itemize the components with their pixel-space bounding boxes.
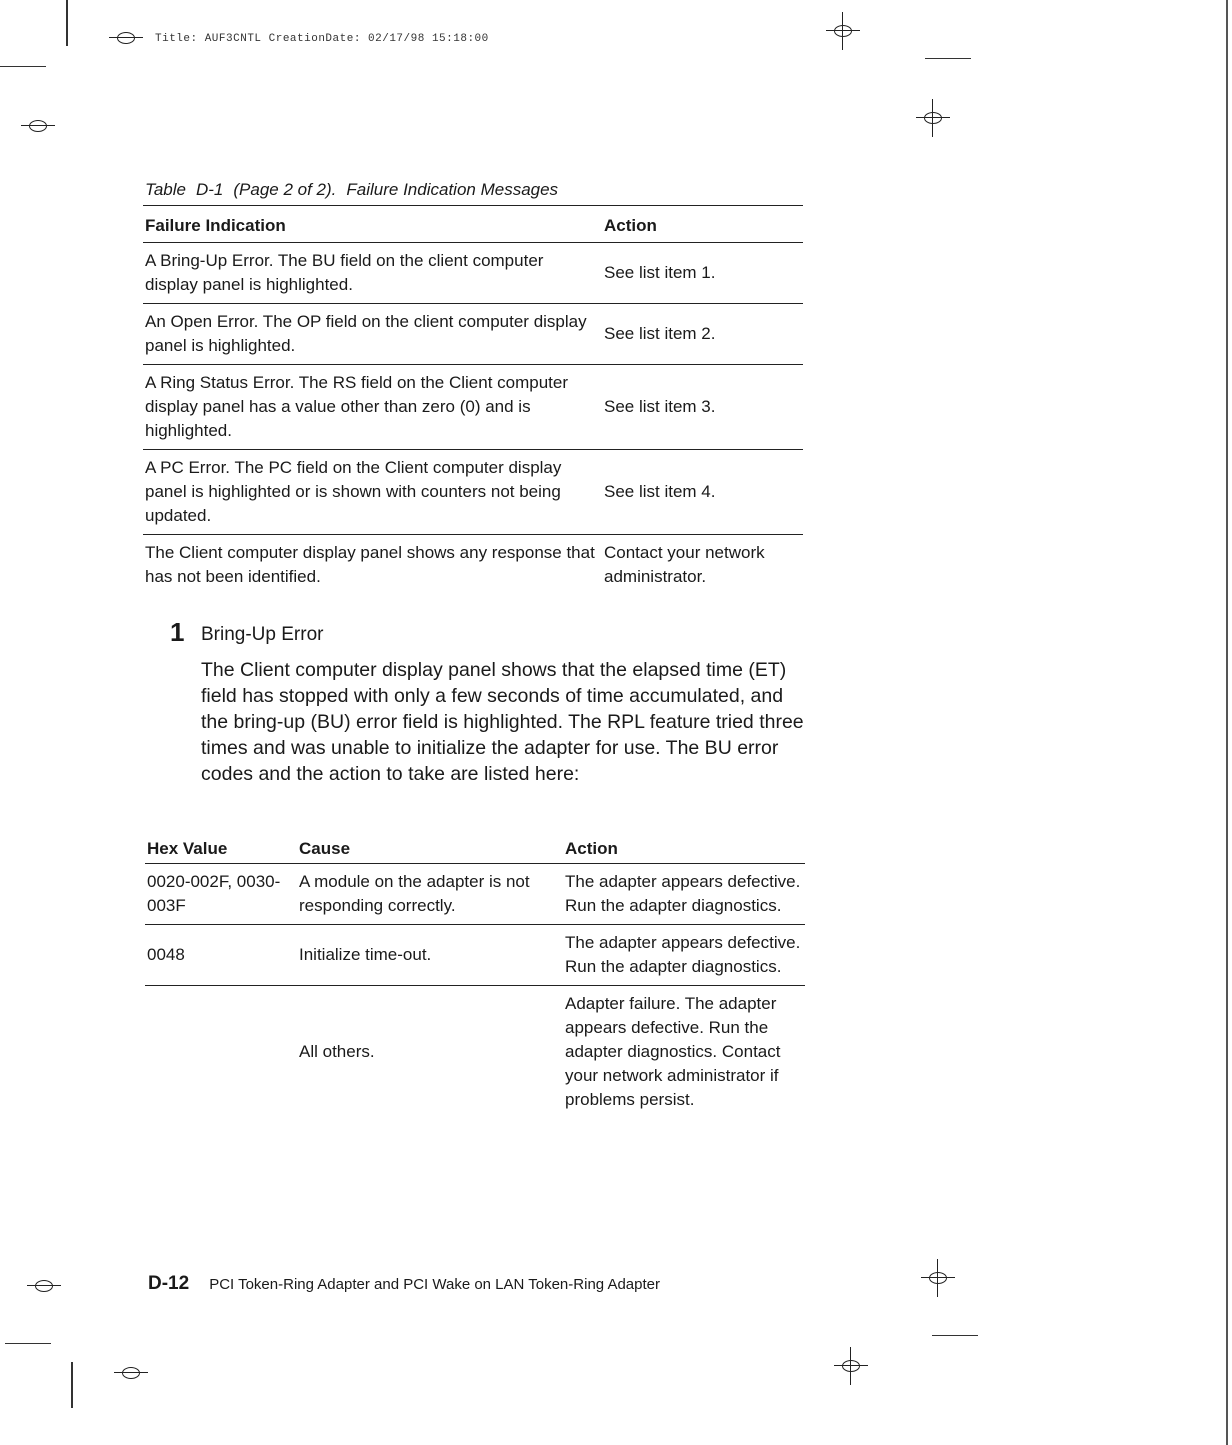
action-cell: See list item 2. — [602, 304, 803, 365]
table-row — [145, 864, 805, 925]
failure-indication-cell: A Ring Status Error. The RS field on the Client computer display panel has a value other than zero (0) and is highlighted. — [143, 365, 602, 450]
book-title: PCI Token-Ring Adapter and PCI Wake on LAN Token-Ring Adapter — [209, 1276, 661, 1293]
table-row — [143, 365, 803, 450]
table-caption — [145, 180, 568, 200]
registration-mark-icon — [832, 20, 854, 42]
caption-number: D-1 — [195, 180, 224, 199]
page-number: D-12 — [148, 1273, 190, 1294]
table-header-row — [143, 206, 803, 243]
crop-mark — [932, 1335, 978, 1336]
crop-mark — [925, 58, 971, 59]
action-cell: See list item 4. — [602, 450, 803, 535]
caption-page: (Page 2 of 2). — [233, 180, 337, 199]
cause-cell: A module on the adapter is not responding correctly. — [297, 864, 563, 925]
registration-mark-icon — [120, 1362, 142, 1384]
cause-cell: Initialize time-out. — [297, 925, 563, 986]
list-item-title: Bring-Up Error — [201, 624, 324, 645]
registration-mark-icon — [27, 115, 49, 137]
column-header: Hex Value — [145, 835, 297, 864]
action-cell: See list item 1. — [602, 243, 803, 304]
action-cell: See list item 3. — [602, 365, 803, 450]
print-header: Title: AUF3CNTL CreationDate: 02/17/98 15:18:00 — [155, 33, 489, 45]
failure-indication-cell: A PC Error. The PC field on the Client computer display panel is highlighted or is shown with counters not being updated. — [143, 450, 602, 535]
failure-indication-cell: The Client computer display panel shows any response that has not been identified. — [145, 543, 595, 586]
cause-cell: All others. — [299, 1042, 375, 1061]
table-header-row — [145, 835, 805, 864]
registration-mark-icon — [927, 1267, 949, 1289]
failure-indication-cell: An Open Error. The OP field on the client computer display panel is highlighted. — [143, 304, 602, 365]
action-cell: Adapter failure. The adapter appears defective. Run the adapter diagnostics. Contact your network administrator if problems persist. — [565, 994, 781, 1109]
caption-label: Table — [145, 180, 186, 199]
table-row — [145, 925, 805, 986]
table-row — [143, 243, 803, 304]
page-edge — [1226, 0, 1228, 1445]
page-footer — [148, 1273, 660, 1295]
bu-error-codes-table — [145, 835, 805, 1118]
action-cell: The adapter appears defective. Run the adapter diagnostics. — [563, 864, 805, 925]
table-row — [143, 304, 803, 365]
hex-value-cell — [145, 986, 297, 1119]
hex-value-cell: 0048 — [145, 925, 297, 986]
registration-mark-icon — [922, 107, 944, 129]
table-row — [143, 450, 803, 535]
caption-title: Failure Indication Messages — [346, 180, 559, 199]
failure-indication-table — [143, 205, 803, 595]
table-row — [143, 535, 803, 596]
column-header: Cause — [297, 835, 563, 864]
column-header: Action — [602, 206, 803, 243]
column-header: Failure Indication — [143, 206, 602, 243]
crop-mark — [71, 1362, 73, 1408]
crop-mark — [0, 66, 46, 67]
list-item-body: The Client computer display panel shows that the elapsed time (ET) field has stopped with only a few seconds of time accumulated, and the bring-up (BU) error field is highlighted. The RPL feature tried three times and was unable to initialize the adapter for use. The BU error codes and the action to take are listed here: — [201, 659, 804, 785]
action-cell: The adapter appears defective. Run the adapter diagnostics. — [563, 925, 805, 986]
table-row — [145, 986, 805, 1119]
registration-mark-icon — [33, 1275, 55, 1297]
registration-mark-icon — [115, 27, 137, 49]
crop-mark — [5, 1343, 51, 1344]
list-item-number: 1 — [170, 617, 185, 647]
crop-mark — [66, 0, 68, 46]
action-cell: Contact your network administrator. — [604, 543, 765, 586]
registration-mark-icon — [840, 1355, 862, 1377]
failure-indication-cell: A Bring-Up Error. The BU field on the client computer display panel is highlighted. — [143, 243, 602, 304]
column-header: Action — [563, 835, 805, 864]
hex-value-cell: 0020-002F, 0030-003F — [145, 864, 297, 925]
